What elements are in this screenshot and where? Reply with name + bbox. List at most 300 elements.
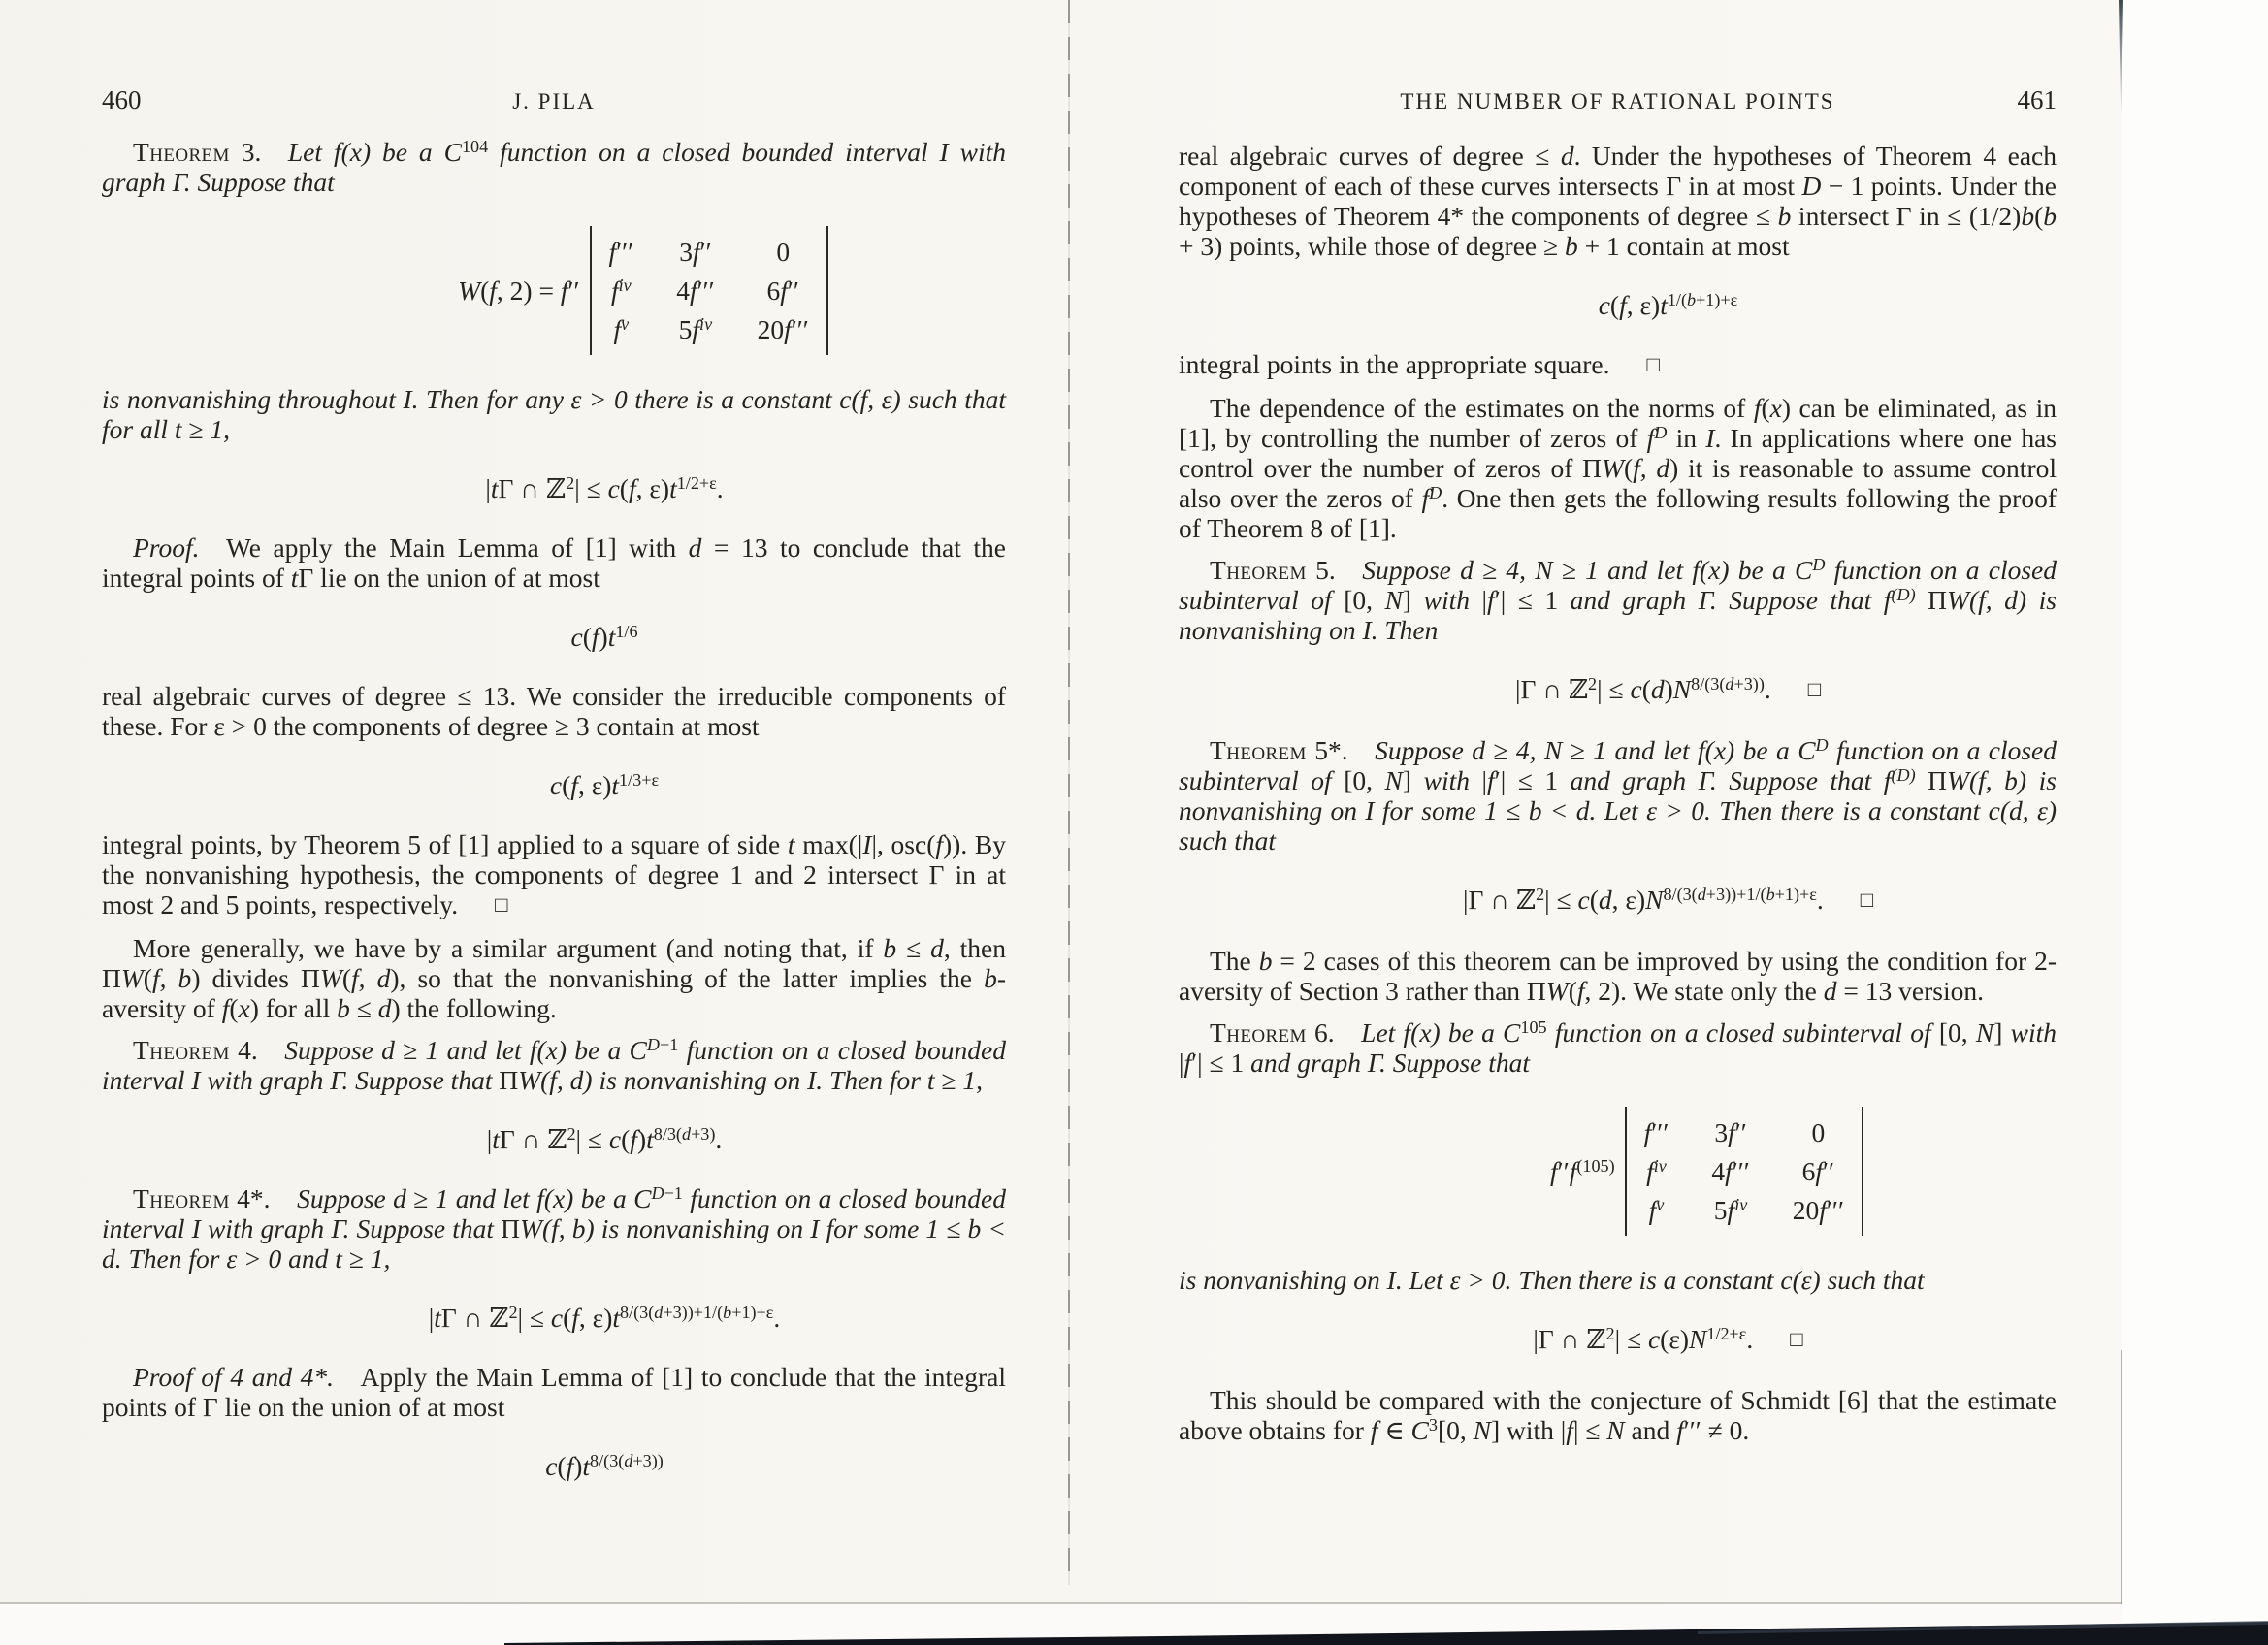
text-run: D [646,1034,660,1054]
text-run: Γ lie on the union of at most [298,563,600,593]
matrix-entry [676,234,714,270]
text-run: More generally, we have by a similar argument (and noting that, if [133,933,884,963]
text-run: d [1560,141,1574,171]
text-run: W(f, b) is nonvanishing on I for some 1 ≤ b < d. Then for ε > 0 and t ≥ 1, [102,1213,1006,1274]
text-run: | [428,1303,435,1333]
text-run: ( [562,770,571,800]
text-run: 8/3( [653,1123,682,1144]
text-run: iv [618,274,632,295]
text-run: +1)+ε [1696,289,1738,309]
text-run: N [1645,885,1664,915]
text-run: 105 [1520,1016,1547,1037]
text-run: (D) [1891,584,1916,604]
text-run: real algebraic curves of degree ≤ 13. We consider the irreducible components of these. For ε > 0 the components of degree ≥ 3 contain at most [102,681,1006,741]
text-run: = 13 to conclude that the integral points of [102,532,1006,593]
text-run: 8/(3( [620,1302,655,1322]
display-equation [102,770,1006,800]
text-run: This should be compared with the conjecture of Schmidt [6] that the estimate above obtains for [1179,1385,2057,1445]
running-head [1179,85,2057,115]
text-run: v [1656,1194,1665,1214]
text-run: f [566,1451,574,1481]
text-run: f [1727,1195,1735,1225]
text-run: ( [557,1451,567,1481]
text-run: + 1 contain at most [1577,231,1790,261]
text-run: ( [143,963,152,993]
text-run: 2 [1605,1323,1615,1343]
text-run: W [1602,453,1624,483]
text-run: c [608,1124,622,1154]
text-run: integral points, by Theorem 5 of [1] applied to a square of side [102,829,788,859]
scanner-dark-band [0,1612,2268,1645]
text-run: t [607,622,616,652]
matrix-entry [1644,1153,1669,1189]
page-number: 461 [2017,85,2057,114]
text-run: f [1183,1048,1192,1078]
page-number: 460 [102,85,142,114]
equation-content [429,1303,781,1333]
text-run: W(f, d) is nonvanishing on I. Then for t ≥ 1, [518,1065,983,1095]
text-run: ] with | [1490,1415,1567,1445]
text-run: , 2). We state only the [1584,976,1824,1006]
running-title: THE NUMBER OF RATIONAL POINTS [1400,89,1835,113]
text-run: f [1753,393,1762,423]
text-run: and graph Γ. Suppose that [1244,1048,1531,1078]
text-run: ) [599,622,608,652]
text-run: f [489,275,497,306]
paragraph [1179,393,2057,543]
text-run: Proof. [133,532,200,563]
text-run: 6. [1306,1017,1335,1048]
text-run: d [624,1450,633,1470]
text-run: N [1672,674,1692,704]
matrix-entry [1711,1114,1749,1150]
text-run: f [628,473,636,503]
text-run: and graph Γ. Suppose that f [1558,765,1892,795]
text-run: f [1676,1415,1684,1445]
matrix-entry [1711,1192,1749,1228]
text-run: I [1705,423,1715,453]
text-run: ′′′ [616,237,634,267]
text-run [271,1183,298,1213]
paragraph [1179,1017,2057,1078]
text-run: b [337,993,350,1023]
text-run: f [1819,1195,1827,1225]
text-run: [0, [1344,585,1385,615]
text-run: 0 [776,237,791,267]
text-run: +3))+1/( [663,1302,724,1322]
matrix-entry [1793,1153,1844,1189]
text-run: Suppose d ≥ 4, N ≥ 1 and let f(x) be a C [1362,555,1813,585]
text-run: . [773,1303,781,1333]
display-equation [102,1303,1006,1333]
text-run: | ≤ [574,473,608,503]
text-run: ′′ [1734,1117,1747,1147]
equation-content [485,473,723,503]
text-run: t [490,473,499,503]
text-run: iv [699,313,713,334]
text-run: f [784,314,792,344]
display-equation [1179,885,2057,917]
text-run: b [1258,946,1273,976]
text-run: 0 [1811,1117,1826,1147]
text-run: We apply the Main Lemma of [1] with [199,532,689,563]
matrix-entry [609,273,634,308]
text-run: ( [1623,453,1634,483]
paragraph [102,1183,1006,1274]
display-equation [102,1124,1006,1154]
text-run: b [1766,884,1775,904]
matrix-entry [676,273,714,308]
determinant-equation [102,226,1006,355]
text-run: | [1481,585,1488,615]
text-run: |Γ ∩ ℤ [1514,674,1589,704]
text-run: in [1667,423,1706,453]
text-run: | ≤ [575,1124,609,1154]
text-run: iv [1653,1155,1667,1176]
text-run: 4 [1711,1156,1726,1186]
display-equation [1179,290,2057,320]
text-run: ) the following. [391,993,557,1023]
text-run: | [1179,1048,1184,1078]
text-run: 20 [1792,1195,1820,1225]
text-run: t [611,770,620,800]
text-run: with [2002,1017,2057,1048]
running-head [102,85,1006,115]
text-run: . [1764,674,1771,704]
text-run: is nonvanishing throughout I. Then for any ε > 0 there is a constant c(f, ε) such that for all t ≥ 1, [102,384,1006,444]
text-run: ( [229,993,239,1023]
page-body [102,137,1006,1481]
text-run: function on a closed bounded interval I with graph Γ. Suppose that [102,1183,1007,1243]
text-run: 4 [676,275,690,306]
paragraph [102,532,1006,593]
matrix-entry [758,273,809,308]
equation-content [1515,674,1821,706]
text-run: and graph Γ. Suppose that f [1558,585,1892,615]
text-run: c [1647,1324,1661,1354]
text-run: f [1576,976,1585,1006]
text-run: d [681,1123,692,1144]
text-run: f [935,829,943,859]
text-run: ( [1589,885,1599,915]
qed-square: □ [495,892,508,917]
determinant-prefix [1550,1156,1615,1186]
equation-content [487,1124,723,1154]
text-run: I [862,829,872,859]
text-run: -aversity of [102,963,1007,1023]
text-run: 2 [508,1302,518,1322]
text-run: iv [1734,1194,1748,1214]
text-run: f [1646,423,1655,453]
text-run: 2 [566,472,575,493]
text-run: 6 [1801,1156,1816,1186]
display-equation [102,622,1006,652]
qed-square: □ [1790,1327,1803,1351]
text-run: (ε) [1660,1324,1690,1354]
text-run: [0, [1938,1017,1976,1048]
text-run: 4. [229,1035,258,1065]
text-run: b [1564,231,1578,261]
text-run: f [570,770,578,800]
text-run: ≤ [349,993,378,1023]
page-461 [1179,0,2057,1445]
text-run: Theorem [133,1035,230,1065]
text-run: c [1577,885,1590,915]
text-run: t [582,1451,591,1481]
text-run: Theorem [133,137,230,167]
text-run: Suppose d ≥ 1 and let f(x) be a C [284,1035,647,1065]
text-run: = 13 version. [1836,976,1984,1006]
text-run: d [377,993,392,1023]
text-run: b [984,963,997,993]
text-run: +1)+ε [731,1302,774,1322]
text-run: N [1384,765,1403,795]
text-run: real algebraic curves of degree ≤ [1179,141,1561,171]
text-run: ( [1761,393,1770,423]
text-run: ′| ≤ 1 [1191,1048,1245,1078]
text-run: t [787,829,795,859]
text-run: . One then gets the following results following the proof of Theorem 8 of [1]. [1179,483,2057,543]
text-run: ] [1402,585,1412,615]
paragraph [1179,141,2057,261]
text-run: . [716,473,724,503]
text-run: function on a closed subinterval of [1179,735,2057,795]
text-run: W(f, b) is nonvanishing on I for some 1 ≤ b < d. Let ε > 0. Then there is a constant c(d, ε) such that [1179,765,2057,855]
text-run: W [1545,976,1569,1006]
text-run: b [1777,201,1792,231]
page-460 [102,0,1006,1510]
text-run: Γ ∩ ℤ [498,473,567,503]
text-run: t [1660,290,1668,320]
text-run: Proof of 4 and 4*. [133,1362,335,1392]
text-run: v [621,313,630,334]
text-run: , ε) [1611,885,1646,915]
text-run: ′′′ [1732,1156,1750,1186]
text-run: c [570,622,583,652]
text-run: b [2021,201,2035,231]
text-run: ) divides Π [191,963,320,993]
text-run: +3)) [1733,673,1765,693]
text-run: f [1815,1156,1824,1186]
text-run: t [290,563,299,593]
text-run: . Under the hypotheses of Theorem 4 each component of each of these curves intersects Γ in at most [1179,141,2057,201]
text-run: D [1812,554,1826,574]
page-edge-shadow-bottom [2121,1350,2122,1604]
text-run: . [715,1124,723,1154]
text-run: Apply the Main Lemma of [1] to conclude that the integral points of Γ lie on the union of at most [102,1362,1006,1422]
text-run: f [608,237,617,267]
text-run: f [1728,1117,1735,1147]
text-run: d [1725,673,1734,693]
text-run: f, b [151,963,192,993]
text-run: function on a closed bounded interval I with graph Γ. Suppose that [102,1035,1007,1095]
text-run: f [692,237,700,267]
text-run: f [591,622,599,652]
text-run: c [607,473,620,503]
text-run: (105) [1576,1155,1615,1176]
text-run: c [550,1303,564,1333]
text-run: f [1566,1415,1573,1445]
text-run: 4*. [229,1183,271,1213]
text-run: f [221,993,230,1023]
text-run: f [689,275,697,306]
text-run: 20 [757,314,785,344]
text-run: integral points in the appropriate square. [1179,349,1610,379]
text-run: b [1687,289,1697,309]
text-run: 1/2+ε [676,472,717,493]
text-run: − 1 points. Under the hypotheses of Theorem 4* the components of degree ≤ [1179,171,2057,231]
text-run: ), so that the nonvanishing of the latter implies the [390,963,985,993]
text-run: c [1630,674,1642,704]
text-run: ( [1641,674,1651,704]
text-run: D [651,1182,664,1203]
text-run: f [692,314,700,344]
equation-content [550,770,659,800]
text-run: +3)) [632,1450,664,1470]
text-run: Π [1915,765,1948,795]
text-run: ) can be eliminated, as in [1], by controlling the number of zeros of [1179,393,2057,453]
text-run: c [545,1451,558,1481]
text-run: f [571,1303,579,1333]
display-equation [102,1451,1006,1481]
text-run: c [549,770,563,800]
paragraph [102,829,1006,921]
text-run: d [654,1302,664,1322]
paragraph [102,1035,1006,1095]
text-run: b [723,1302,732,1322]
text-run: ′| ≤ 1 [1494,765,1559,795]
matrix-entry [1793,1114,1844,1150]
qed-square: □ [1646,352,1660,376]
text-run: | ≤ [1597,674,1631,704]
text-run: , ε) [1626,290,1661,320]
determinant-matrix [1625,1107,1863,1236]
text-run: | [485,473,491,503]
equation-content [1599,290,1738,320]
text-run: ( [621,1124,631,1154]
paragraph [102,933,1006,1023]
text-run: c [1598,290,1610,320]
text-run: d [930,933,944,963]
page-gutter-shadow [1068,0,1070,1585]
display-equation [1179,674,2057,706]
page-body [1179,141,2057,1445]
text-run: 3 [1714,1117,1729,1147]
text-run: Theorem [1210,555,1307,585]
text-run: | ≤ [1544,885,1578,915]
text-run: ( [582,622,592,652]
text-run: = 2 cases of this theorem can be improved by using the condition for 2-aversity of Section 3 rather than Π [1179,946,2057,1006]
text-run: ′′ [699,237,712,267]
text-run: D [1801,171,1822,201]
equation-content [458,226,828,355]
text-run: −1 [664,1182,683,1203]
text-run: |Γ ∩ ℤ [1533,1324,1606,1354]
text-run: N [1384,585,1403,615]
text-run: , ε) [577,770,612,800]
text-run: Γ ∩ ℤ [499,1124,567,1154]
text-run: d [1823,976,1837,1006]
text-run: | ≤ [1572,1415,1607,1445]
text-run: C [1410,1415,1429,1445]
text-run: 5*. [1306,735,1348,765]
paragraph [102,137,1006,197]
text-run: x [1769,393,1782,423]
text-run: N [1473,1415,1491,1445]
text-run: Theorem [1210,1017,1307,1048]
text-run: t [492,1124,500,1154]
text-run: ∈ [1377,1415,1411,1445]
text-run: 2 [1588,673,1598,693]
text-run: f [560,275,568,306]
text-run: Let f(x) be a C [1361,1017,1521,1048]
text-run: f [1421,483,1430,513]
text-run: | ≤ [517,1303,551,1333]
equation-content [1463,885,1873,917]
text-run: Let f(x) be a C [287,137,462,167]
text-run: |, osc( [871,829,936,859]
paragraph [1179,946,2057,1006]
qed-square: □ [1860,887,1874,912]
text-run: f, d [351,963,391,993]
text-run: function on a closed bounded interval I with graph Γ. Suppose that [102,137,1006,197]
text-run: −1 [660,1034,679,1054]
text-run: N [1689,1324,1707,1354]
text-run [1335,1017,1362,1048]
text-run: ′′′ [1826,1195,1844,1225]
text-run: d [1650,674,1665,704]
text-run: W [458,275,481,306]
text-run: , then Π [102,933,1006,993]
text-run: b [883,933,897,963]
equation-content [570,622,637,652]
text-run: Suppose d ≥ 1 and let f(x) be a C [297,1183,652,1213]
text-run: N [1975,1017,1994,1048]
text-run: f [1487,585,1495,615]
text-run: d [1697,884,1706,904]
text-run: b [2043,201,2057,231]
text-run: | ≤ [1614,1324,1648,1354]
text-run: t [646,1124,654,1154]
text-run: ] [1993,1017,2003,1048]
text-run: t [434,1303,441,1333]
text-run: 104 [461,136,489,156]
text-run: function on a closed subinterval of [1546,1017,1939,1048]
text-run: , 2) = [496,275,561,306]
text-run: f [1370,1415,1378,1445]
text-run: t [612,1303,621,1333]
text-run: Π [501,1213,521,1243]
text-run: f, d [1633,453,1670,483]
text-run: ≤ [896,933,931,963]
text-run [1336,555,1363,585]
display-equation [1179,1324,2057,1356]
text-run: ′′′ [791,314,809,344]
text-run: and [1624,1415,1677,1445]
text-run: d [688,532,702,563]
text-run: ) [573,1451,583,1481]
text-run: , ε) [635,473,670,503]
text-run: Theorem [133,1183,230,1213]
text-run [1348,735,1376,765]
matrix-entry [758,311,809,347]
text-run: f [780,275,788,306]
text-run: | [1481,765,1488,795]
text-run: ) it is reasonable to assume control also over the zeros of [1179,453,2057,513]
text-run: Theorem [1210,735,1307,765]
text-run: D [1429,482,1442,502]
matrix-entry [1711,1153,1749,1189]
